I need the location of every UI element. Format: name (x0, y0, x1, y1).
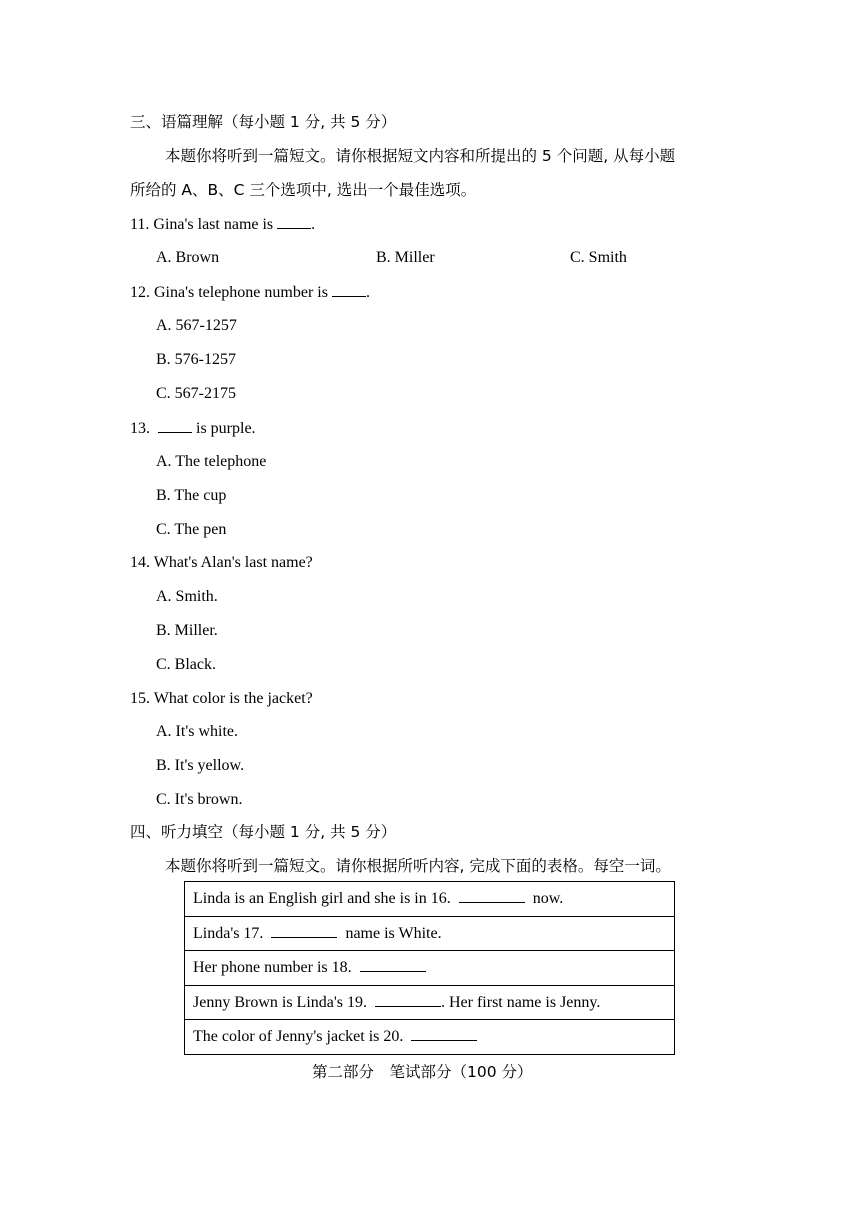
answer-blank (332, 282, 366, 297)
option-a: A. Brown (156, 249, 220, 266)
question-stem (130, 282, 370, 303)
question-stem (130, 214, 315, 235)
cell-text: Jenny Brown is Linda's 19. (193, 993, 367, 1011)
section-heading: 三、语篇理解（每小题 1 分, 共 5 分） (130, 113, 397, 131)
question-stem: 14. What's Alan's last name? (130, 554, 313, 571)
option-c: C. Black. (156, 656, 216, 673)
stem-text: 11. Gina's last name is (130, 216, 274, 233)
section-instruction: 本题你将听到一篇短文。请你根据所听内容, 完成下面的表格。每空一词。 (165, 857, 671, 875)
option-c: C. It's brown. (156, 791, 243, 808)
option-a: A. The telephone (156, 453, 267, 470)
stem-text: 12. Gina's telephone number is (130, 284, 328, 301)
stem-text: 13. (130, 420, 150, 437)
cell-text: Linda is an English girl and she is in 16. (193, 890, 451, 908)
question-stem (130, 418, 256, 439)
answer-blank (271, 923, 337, 938)
option-c: C. Smith (570, 249, 627, 266)
cell-text: . Her first name is Jenny. (440, 993, 601, 1011)
section-instruction: 本题你将听到一篇短文。请你根据短文内容和所提出的 5 个问题, 从每小题 (165, 147, 676, 165)
option-a: A. It's white. (156, 723, 238, 740)
cell-text: The color of Jenny's jacket is 20. (193, 1028, 404, 1046)
table-row (185, 916, 675, 951)
cell-text: name is White. (345, 924, 442, 942)
fill-in-table (184, 881, 675, 1055)
cell-text: now. (532, 890, 564, 908)
table-row (185, 951, 675, 986)
table-cell (185, 951, 675, 986)
option-c: C. 567-2175 (156, 385, 236, 402)
table-row (185, 1020, 675, 1055)
option-b: B. The cup (156, 487, 227, 504)
table-cell (185, 985, 675, 1020)
cell-text: Her phone number is 18. (193, 959, 352, 977)
option-b: B. Miller. (156, 622, 218, 639)
option-a: A. 567-1257 (156, 317, 237, 334)
option-c: C. The pen (156, 521, 227, 538)
stem-text: . (365, 284, 370, 301)
option-b: B. Miller (376, 249, 435, 266)
section-heading: 四、听力填空（每小题 1 分, 共 5 分） (130, 823, 397, 841)
section-instruction: 所给的 A、B、C 三个选项中, 选出一个最佳选项。 (130, 181, 477, 199)
question-stem: 15. What color is the jacket? (130, 690, 313, 707)
answer-blank (375, 992, 441, 1007)
answer-blank (411, 1026, 477, 1041)
answer-blank (459, 888, 525, 903)
option-b: B. 576-1257 (156, 351, 236, 368)
table-row (185, 985, 675, 1020)
answer-blank (277, 214, 311, 229)
table-cell (185, 1020, 675, 1055)
stem-text: is purple. (196, 420, 256, 437)
part-heading: 第二部分 笔试部分（100 分） (312, 1063, 533, 1081)
option-a: A. Smith. (156, 588, 218, 605)
answer-blank (360, 957, 426, 972)
table-cell (185, 916, 675, 951)
option-b: B. It's yellow. (156, 757, 245, 774)
cell-text: Linda's 17. (193, 924, 264, 942)
table-cell (185, 882, 675, 917)
table-row (185, 882, 675, 917)
stem-text: . (311, 216, 316, 233)
answer-blank (158, 418, 192, 433)
